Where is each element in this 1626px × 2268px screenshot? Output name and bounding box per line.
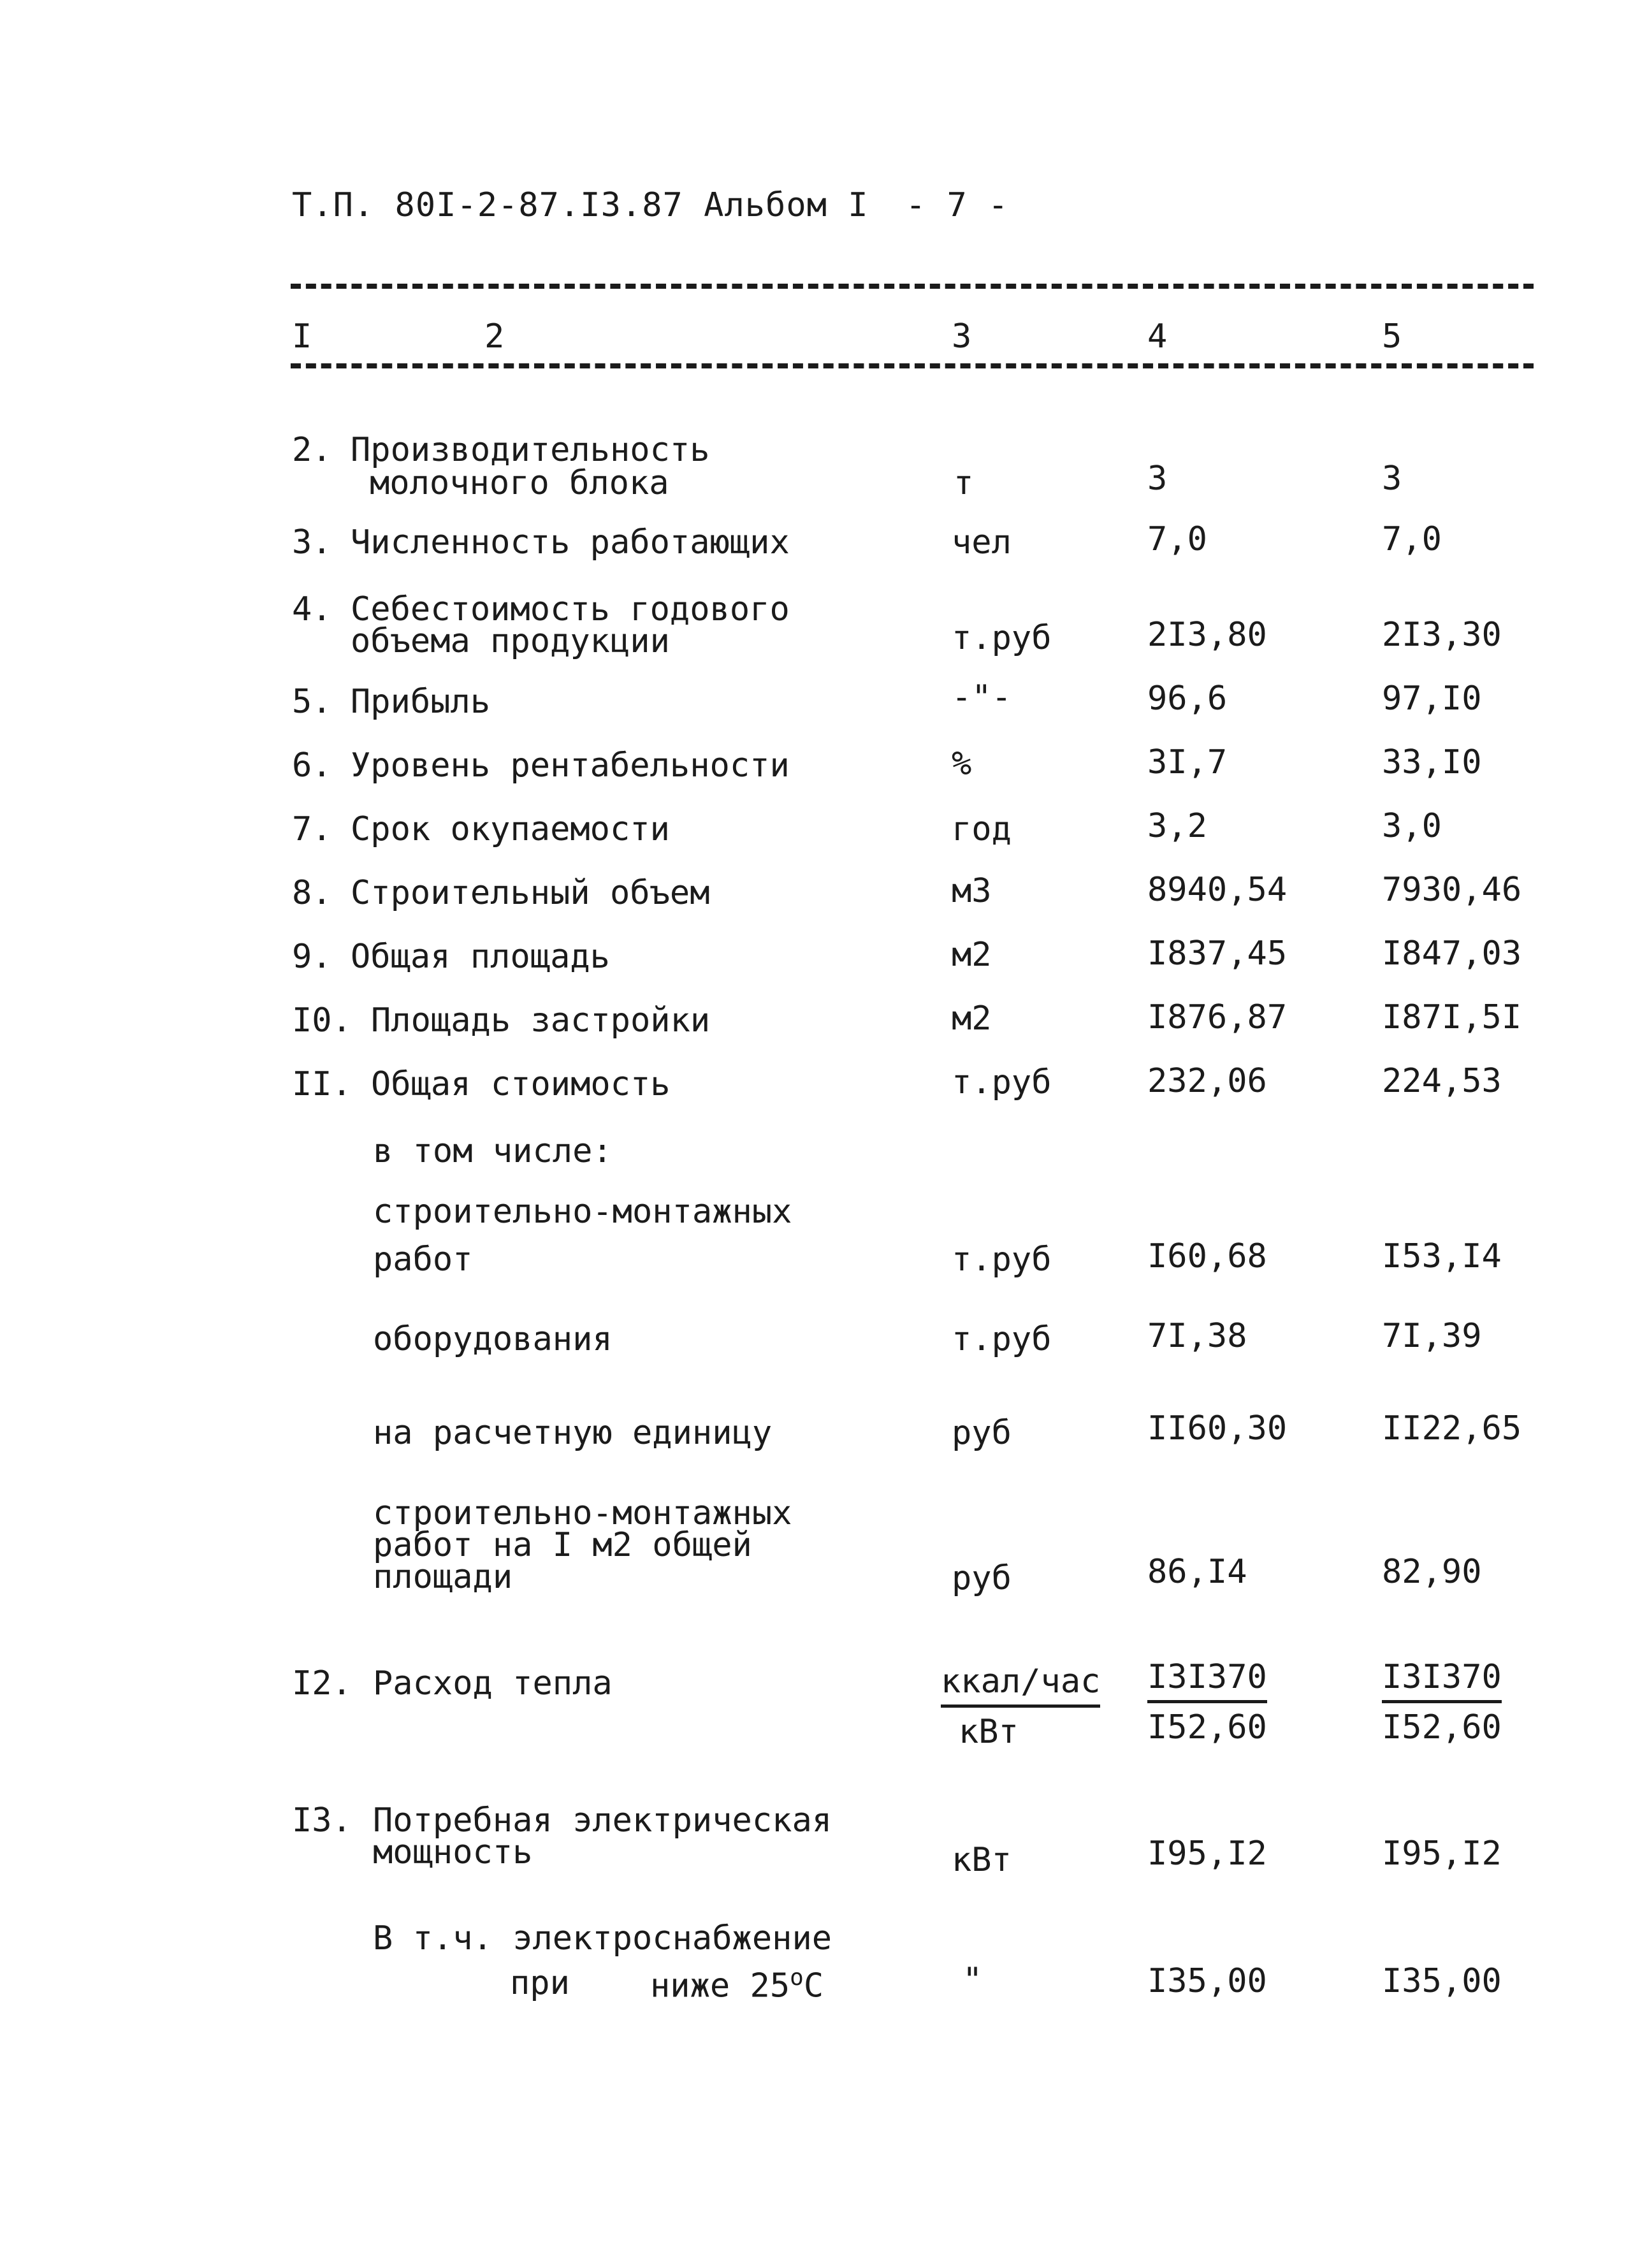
row-value-col5: 33,I0 (1382, 743, 1482, 781)
col-header-5: 5 (1382, 317, 1402, 356)
row-value-col4: I837,45 (1147, 934, 1288, 973)
row-name: Общая площадь (351, 938, 610, 976)
row-name: Потребная электрическая (373, 1801, 832, 1840)
sub-item-name: площади (373, 1558, 513, 1596)
power-supply-condition: ниже $25^оС$ (650, 1965, 824, 2005)
row-unit: кВт (952, 1841, 1012, 1879)
page-header (292, 186, 1008, 224)
table-top-rule (291, 284, 1534, 289)
table-header-rule (291, 363, 1534, 368)
row-value-col5: 3,0 (1382, 807, 1442, 845)
power-supply-condition: при (510, 1964, 570, 2002)
sub-item-name: строительно-монтажных (373, 1494, 792, 1532)
row-value-col5: 7930,46 (1382, 871, 1522, 909)
row-name: Строительный объем (351, 874, 710, 912)
row-value-col4: 7,0 (1147, 520, 1207, 558)
sub-item-value-col4: II60,30 (1147, 1409, 1288, 1448)
row-value-col5: I35,00 (1382, 1962, 1502, 2000)
col-header-3: 3 (952, 317, 972, 356)
row-value-col4: 3I,7 (1147, 743, 1228, 781)
heat-value-kcal-col4: I3I370 (1147, 1661, 1267, 1703)
row-unit: т.руб (952, 619, 1052, 657)
row-unit: т (954, 464, 974, 502)
sub-item-value-col5: 7I,39 (1382, 1317, 1482, 1355)
row-name: Уровень рентабельности (351, 746, 790, 785)
row-value-col5: 224,53 (1382, 1062, 1502, 1100)
row-unit: т.руб (952, 1063, 1052, 1101)
row-name: мощность (373, 1833, 533, 1872)
sub-item-unit: т.руб (952, 1240, 1052, 1279)
row-number: 2. (292, 431, 332, 469)
heat-unit-kcal: ккал/час (941, 1665, 1100, 1708)
col-header-4: 4 (1147, 317, 1168, 356)
row-value-col4: I35,00 (1147, 1962, 1267, 2000)
sub-item-unit: руб (952, 1559, 1012, 1597)
sub-item-value-col5: 82,90 (1382, 1553, 1482, 1591)
row-value-col4: 232,06 (1147, 1062, 1267, 1100)
row-value-col4: 3 (1147, 460, 1168, 498)
sub-item-unit: руб (952, 1414, 1012, 1452)
row-unit: м3 (952, 872, 992, 910)
row-value-col4: I876,87 (1147, 998, 1288, 1036)
page-number: - 7 - (905, 186, 1009, 224)
row-number: 6. (292, 746, 332, 785)
sub-item-value-col5: I53,I4 (1382, 1237, 1502, 1276)
row-value-col4: 3,2 (1147, 807, 1207, 845)
sub-item-value-col4: 7I,38 (1147, 1317, 1247, 1355)
heat-unit-fraction (941, 1662, 1101, 1751)
sub-item-name: работ (373, 1240, 473, 1279)
row-value-col5: 3 (1382, 460, 1402, 498)
sub-item-value-col4: I60,68 (1147, 1237, 1267, 1276)
row-number: I0. (292, 1001, 352, 1040)
row-number: II. (292, 1065, 352, 1103)
row-value-col5: 2I3,30 (1382, 616, 1502, 654)
sub-item-unit: т.руб (952, 1320, 1052, 1358)
col-header-1: I (292, 317, 312, 356)
row-unit: м2 (952, 936, 992, 974)
row-value-col5: I87I,5I (1382, 998, 1522, 1036)
row-name: объема продукции (351, 622, 670, 660)
row-number: 8. (292, 874, 332, 912)
row-name: Производительность (351, 431, 710, 469)
row-value-col5: I847,03 (1382, 934, 1522, 973)
row-number: 7. (292, 810, 332, 848)
power-supply-label: В т.ч. электроснабжение (373, 1919, 832, 1958)
sub-item-value-col4: 86,I4 (1147, 1553, 1247, 1591)
sub-item-name: работ на I м2 общей (373, 1526, 752, 1564)
including-label: в том числе: (373, 1132, 613, 1170)
row-value-col4: 2I3,80 (1147, 616, 1267, 654)
row-unit: % (952, 745, 972, 783)
row-unit: м2 (952, 1000, 992, 1038)
heat-value-kcal-col5: I3I370 (1382, 1661, 1502, 1703)
row-unit: " (962, 1961, 983, 1999)
row-value-col5: 7,0 (1382, 520, 1442, 558)
row-value-col4: 8940,54 (1147, 871, 1288, 909)
row-name: Срок окупаемости (351, 810, 670, 848)
row-unit: -"- (952, 678, 1012, 716)
col-header-2: 2 (484, 317, 505, 356)
heat-value-kw-col4: I52,60 (1147, 1708, 1267, 1747)
heat-value-col4 (1147, 1658, 1267, 1747)
row-number: 9. (292, 938, 332, 976)
row-number: I2. (292, 1664, 352, 1703)
row-name: Численность работающих (351, 523, 790, 562)
row-number: 5. (292, 683, 332, 721)
row-name: Расход тепла (373, 1664, 613, 1703)
row-value-col5: 97,I0 (1382, 680, 1482, 718)
row-value-col4: I95,I2 (1147, 1835, 1267, 1873)
row-name: Прибыль (351, 683, 491, 721)
row-number: I3. (292, 1801, 352, 1840)
row-name: Общая стоимость (371, 1065, 671, 1103)
doc-reference: Т.П. 80I-2-87.I3.87 Альбом I (292, 186, 869, 224)
row-name: Себестоимость годового (351, 590, 790, 629)
sub-item-name: на расчетную единицу (373, 1414, 773, 1452)
row-number: 3. (292, 523, 332, 562)
heat-value-col5 (1382, 1658, 1502, 1747)
row-value-col5: I95,I2 (1382, 1835, 1502, 1873)
heat-unit-kw: кВт (959, 1713, 1019, 1751)
sub-item-name: строительно-монтажных (373, 1193, 792, 1231)
row-value-col4: 96,6 (1147, 680, 1228, 718)
row-unit: год (952, 810, 1012, 848)
row-unit: чел (952, 523, 1012, 562)
row-number: 4. (292, 590, 332, 629)
sub-item-value-col5: II22,65 (1382, 1409, 1522, 1448)
sub-item-name: оборудования (373, 1320, 613, 1358)
heat-value-kw-col5: I52,60 (1382, 1708, 1502, 1747)
row-name: Площадь застройки (371, 1001, 711, 1040)
row-name: молочного блока (370, 464, 669, 502)
